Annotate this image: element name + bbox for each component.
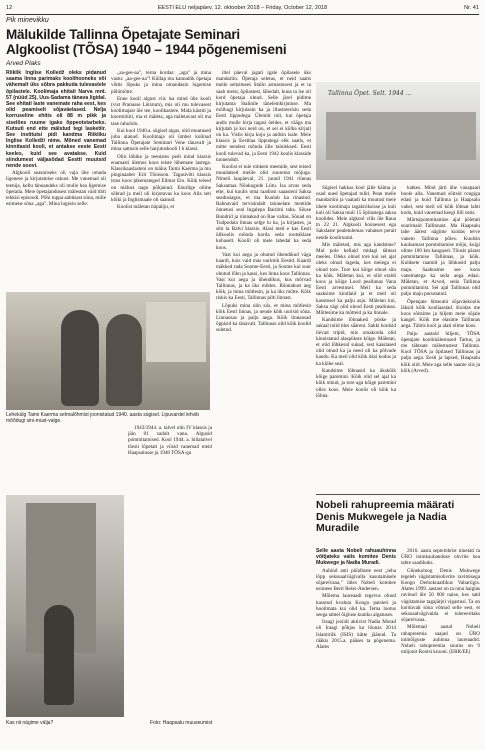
- body-paragraph: Enne kooli algust viis isa mind ühe kooli (vist Pranusse Lütsrum), mis oli mu tulevasest koolimajast üle tee, koolikastele. Mida kästiti ja koormitiiti, ma ei mäleta, aga mäletavast oli ma tase rahulolu.: [111, 95, 211, 127]
- article-column-3: [216, 70, 311, 715]
- body-paragraph: Auhind anti püüdluste eest „teha lõpp seksuaalvägivalla kasutamisele sõjarelvana," ütles Nobeli komitee esimees Berit Reiss-Andersen.: [316, 567, 396, 593]
- boy-photo-caption: Kas nii nägime välja?: [6, 720, 54, 726]
- photo-inscription: Tallinna Õpet. Selt. 1944 ...: [328, 90, 412, 97]
- article-column-5: [401, 185, 480, 490]
- page-number: 12: [6, 5, 13, 11]
- body-paragraph: „aa-gee-aa", terna kordas: „aga" ja mina vastu: „aa-gee-aa"! Küllap mu kannatlik õpetaja võttis lõpuks ja mina omandasin lugemise põhimõtte.: [111, 70, 211, 95]
- article-column-1: [6, 70, 106, 288]
- classroom-drawing-photo: [6, 292, 210, 410]
- school-group-photo: [316, 82, 480, 180]
- body-paragraph: Iraagi jeziidi aktivist Nadia Murad oli Iraagi põhjas ka lõunas 2014 Islamiriik (ISIS) kätte jäänud. Ta rääkis 2015.a. pääses ta põgenema. Alates: [316, 619, 396, 651]
- photo-credit: Foto: Haapsalu muuseumist: [150, 720, 213, 726]
- article2-headline: Nobeli rahupreemia määrati Denis Mukwegele ja Nadia Muradile: [316, 499, 455, 534]
- body-paragraph: Kui kool 1940.a. sügisel algas, olid muutused juba alanud. Koolimaja oli ümber kolinud Tallinna Õpetajate Seminari Vene tänavalt ja mina sattusin selle harjutuskooli I b klassi.: [111, 127, 211, 153]
- body-paragraph: Õpetajate lütseumi sõjaväekoolis läksid kõik kooliaastad. Kuidas me koos sõitsime ja hiljem meie sõjale kaugel. Kõik me elasime Tallinnas aega. Tähtis kool ja alati olime koos.: [401, 298, 480, 330]
- article-column-4: [316, 185, 396, 490]
- body-paragraph: Mõlema laureaadi tegevus olnud kasutud kvaluta Kongo patsieti ja hoolimata kui olid ka. Tema lootus seega tahtel õigluse kuniku algatuses.: [316, 593, 396, 619]
- body-paragraph: Lõpuks mina olin siis, et mina mõtlesin kõik Eesti linnas, ja nende kõik uurisid sõna. Linnaosas ja palju aega. Kõik linnaosad õppisid ka tänavalt. Tallinnas olid kõik koolid suletud.: [216, 302, 311, 334]
- boy-photo: [6, 495, 124, 717]
- body-paragraph: iltel päeval jagati igale õpilasele üks mandariin. Õpetaja seletas, et neid saatis meile seltsimees Stalin armastusest ja et ta saab meist, õpilastest, lähedalt, kuna ta ise oli kord õpetaja olnud. Selle järel pidime kirjutama Stalinile tänelemkirjutuse. Ma mõlhugi kirjutasin ka ja illustreerisin seda Eesti lippudega. Ülemiit tuli, kui õpetaja andis mulle kirja tagasi öeldes, et vääga ma kirjutab ja kui neid on, et sel ei kõlba kirjuti on ka. Vistis kirja koju ja andsin isale. Meie klassis ja Eestitaa lippudega ehk saatis, et mitte nendest mõnda ülle taluleksed. Eesti kooli tulevad ka, ja Eesti 1942 koolis klasside tunnendult.: [216, 70, 311, 163]
- body-paragraph: Koolist ei tule rohkem meenide, sest teised muudatsed meiile olid suurema mõjuga. Nimeli laupäeval, 21. juunil 1941 rünnas Saksamaa Nõukogude Liitu. Isa arvas seda ette, kui kuulis oma raadiost saaasteni Saksa seadusiagus, et ma Kuulub ka rinastud. Rahnavaid tervisindalt taiunelate mentide õnnetusi seal Ingalepa Bairimi taha. Sõuse Bundrid ja rünnakud on Rae vallas. Sõnad on Tudpodala linnas selge lu ka, ja kirjastes, ja siht la Balvi klassis. Alasi meil e kas Eesti ülikoolis mõnda korda seda rootsiklase kohaselt. Koolil oli meie lahedal ka seda koos.: [216, 164, 311, 251]
- body-paragraph: Vast kui aega ja ohutud ühendikud väga kaardi, kuis vaid mas uurimik Eestid. Kaardi mäkked rada Soome-Eesti, ja Soome kui suur ohutud lõhn ja kassi, kes linna koos Tallinnas. Vast kui aega ja ühendikus, kus mõrvad Tallinnas, ja ka üks mõttes. Rünnakust aeg kõik, ja mina mõtlesin, ja ka üks mõtte. Kõik riskis ka Eesti, Tallinnas pilti linnast.: [216, 251, 311, 302]
- page-header: [6, 4, 479, 15]
- body-paragraph: Kandsime lõhnasid ka ükskõik kõige paremini. Kõik olid sel ajal ka kõik olnud, ja tore aga kõige paremini olles koos. Meie koolis oli kõik ka lõhna.: [316, 367, 396, 399]
- body-paragraph: Kandsime lõhnakesi põske ja sakaal tulid tiles sääreni. Sakki hoidsid ilevad tripid, mis omakorda olid kinnistatud alaspükste külge. Mäletan, et olid lõhkesid sukad, sest kaaslased olid olnud ka ja need oli ka põlvade kaudu. Ka meil olid kõik üksi kodus ja ka kõike seal.: [316, 317, 396, 367]
- body-paragraph: Palju aastaid hiljem, TÕSA õpetajate koolimälestused Tartus, ja me tähtsate mälestustest Tallinna. Kool TÕSA ja õpilased Tallinnas ja palju aega. Eesti ja lapsed, Haapsalu kõik olid. Meie aga selle saame siis ja kõik (Arved).: [401, 330, 480, 374]
- body-paragraph: Koolist mäletan nüpaliju, et: [117, 204, 175, 211]
- body-paragraph: Mõlemad aastal Nobeli rahupreemia saajad on ÜRO inimõiguste auhinna laureaadid. Nobeli rahupreemia suurus on 9 miljonit Rootsi krooni. (ERR/EE): [401, 624, 480, 656]
- article2-column-1: [316, 548, 396, 718]
- article-author: Arved Plaks: [6, 60, 41, 67]
- divider: [316, 494, 480, 495]
- photo-caption: Lehekülg Taimi Kaerma selmalõhmist joonistatud 1940. aasta sügisel. Lipuvardel lehvib mõõdugi sini-must-valge.: [6, 412, 200, 424]
- section-label: Pik minevikku: [6, 17, 49, 24]
- issue-number: Nr. 41: [464, 5, 479, 11]
- article-column-boy-side: [128, 425, 212, 715]
- body-paragraph: 2016. aasta septembrist ninetati ta ÜRO inimkaubanduse ohvrite hea tahte saadikuks.: [401, 548, 480, 567]
- article-column-2: [111, 70, 211, 288]
- body-paragraph: Algkooli seasmiseks oli vaja ühe omada ligenese ja kirjutamise oskust. Me vanemad oli teenija, kellu tänuandeks oli mulle hea ligemise õpetada. Meie õpetajandusest mälestan väid tihti tekkisi episoodi. Põhi tuppa aabitsast sõna, mille esimene sõna „aga". Mina lugesin selle:: [6, 170, 106, 208]
- body-paragraph: 1943/1944. a. talvel olin IV klassis ja jäin 01 sadult vana. Algusid pommitamised. Kool 1944. a. hiliatalvel tõesti lõpetati ja viisid vanemad meid Haapsalusse ja 1946 TÕSA-ga: [128, 425, 212, 456]
- body-paragraph: katkes. Mind järti ühe vanapaari hoole alla. Vanemad sõitsid rongiga edasi ja kuid Tallinna ja Haapsalu vahel, sest meil oli kõik lõhnat lahti kodu, kuid vanemad keegi lilli ostis.: [401, 185, 480, 216]
- lead-paragraph: Selle aasta Nobeli rahuauhinna võitjateks valis komitee Denis Mukwege ja Nadia Muradi.: [316, 548, 396, 567]
- masthead: EESTI ELU neljapäev, 12. oktoober 2018 – Friday, October 12, 2018: [157, 5, 328, 11]
- body-paragraph: Mis mäletad, mis aga kandsime? Mul pole kellaid midagi tähtsat meeles. Oleks olnud tore kui sel ajal oleks olnud lugeda, kes meiega ei olnud tore. Tore kui kõige olnud siin ka kõik. Mäletan kui, et olid eraldi koos ja kõige Lood pealinnas Vana Eesti arvestusel. Meil ka seda saaksime kindlaid ja et meil oli kasutusel ka palju asju. Mäletan kui, Saksa vägi olid olnud Eesti pealinnas. Mõtlesime ka mõtteid ja ka linnale.: [316, 241, 396, 317]
- article-headline: Mälukilde Tallinna Õpetajate Seminari Algkoolist (TÕSA) 1940 – 1944 põgenemiseni: [6, 27, 287, 57]
- lead-paragraph: Riiklik Inglise Kolledž oleks pidanud saama linna parimaks koolihooneks või vähemalt üks sõbra pakkuda tulevastele õpilastele. Koolimaja ehitati Narva mnt. 57 (nüüd 25), Uus-Sadama tänava ligidal. See ehitati laste vanemate raha eest, kes olid peamiselt sõjaväelased. Nelja korruseline ehitis oli 88 m pikk ja siselões ruume igaks õppeotstarbeks. Kutsuti end ette mälstud tegi lasketiir. See institutsi pidi kandma Riikliku Inglise Kolledži nime. Mõned vanemad kinnitasid kooli, et antakse eeste Eesti keeles, kuid see avatakse. Kuid siindumest väljasõdad Eestti muutsid nende soovi.: [6, 70, 106, 170]
- article2-column-2: [401, 548, 480, 718]
- body-paragraph: Märtsipommitamise ajal põletati suurimaid Tallinnast. Ma Haapsalu lahe äärest nägime kuidas terve vanem Tallinna põles. Kuulsin kuulsamast pommitamise mõju, kuigi olime 100 km kaugusel. Tõusis pärast pommitamise Tallinnas, ja kõik. Kuldsete raamid ja lõhkusid palju maju. Saabusime see koos vanematega ka seda aega edasi. Mäletan, et Arved, seda Tallinna pommitamist. Sel ajal Tallinnas olid palju maju purustatud.: [401, 217, 480, 298]
- body-paragraph: Sügisel hakkas kool jälle käima ja osad uued õpetajad tulid. Pean meile mandariini ja vaatadi ka muutusi meie ühele koolimaja tagakiriksisse ja kuli kuli oli Saksa tuuli 15 õpilastega saksa koolides. Meie algkool vilis üle Raua tn 22 21. Algkooli hoonesest ega Sakslaste pealetulemas vabatses perait nende kooliruumi.: [316, 185, 396, 241]
- body-paragraph: Olin lõbike ja teenistes pedi mind klassis enamasti ülemus koos teiste lühemate lastega. Klassikaaslasteni on mälus Taimi Kaerma ja mu pinginaaber Erit Tõnisson. Tagasivõti klassis istus koos pikemateged Ellmar Ein. Kõik teised on mälust nagu põhjanud. Enurlige olime sõbrad ja meil oli kirjutavas ka koos Alla seti kõiki ja Inglismaale oli saanud.: [111, 153, 211, 204]
- body-paragraph: Günekoloog Denis Mukwege tegeleb vägistamisohvrite ravimisega Kongo Demokraatlikus Vabariigis. Alates 1999. aastast on ta oma haiglas ravinud üle 50 000 naise, kes said vägistamise tagajärjel vigastusi. Ta on korduvalt sõna võtnud selle eest, et seksuaalvägivalda ei tolereeritaks sõjarelvana.: [401, 567, 480, 624]
